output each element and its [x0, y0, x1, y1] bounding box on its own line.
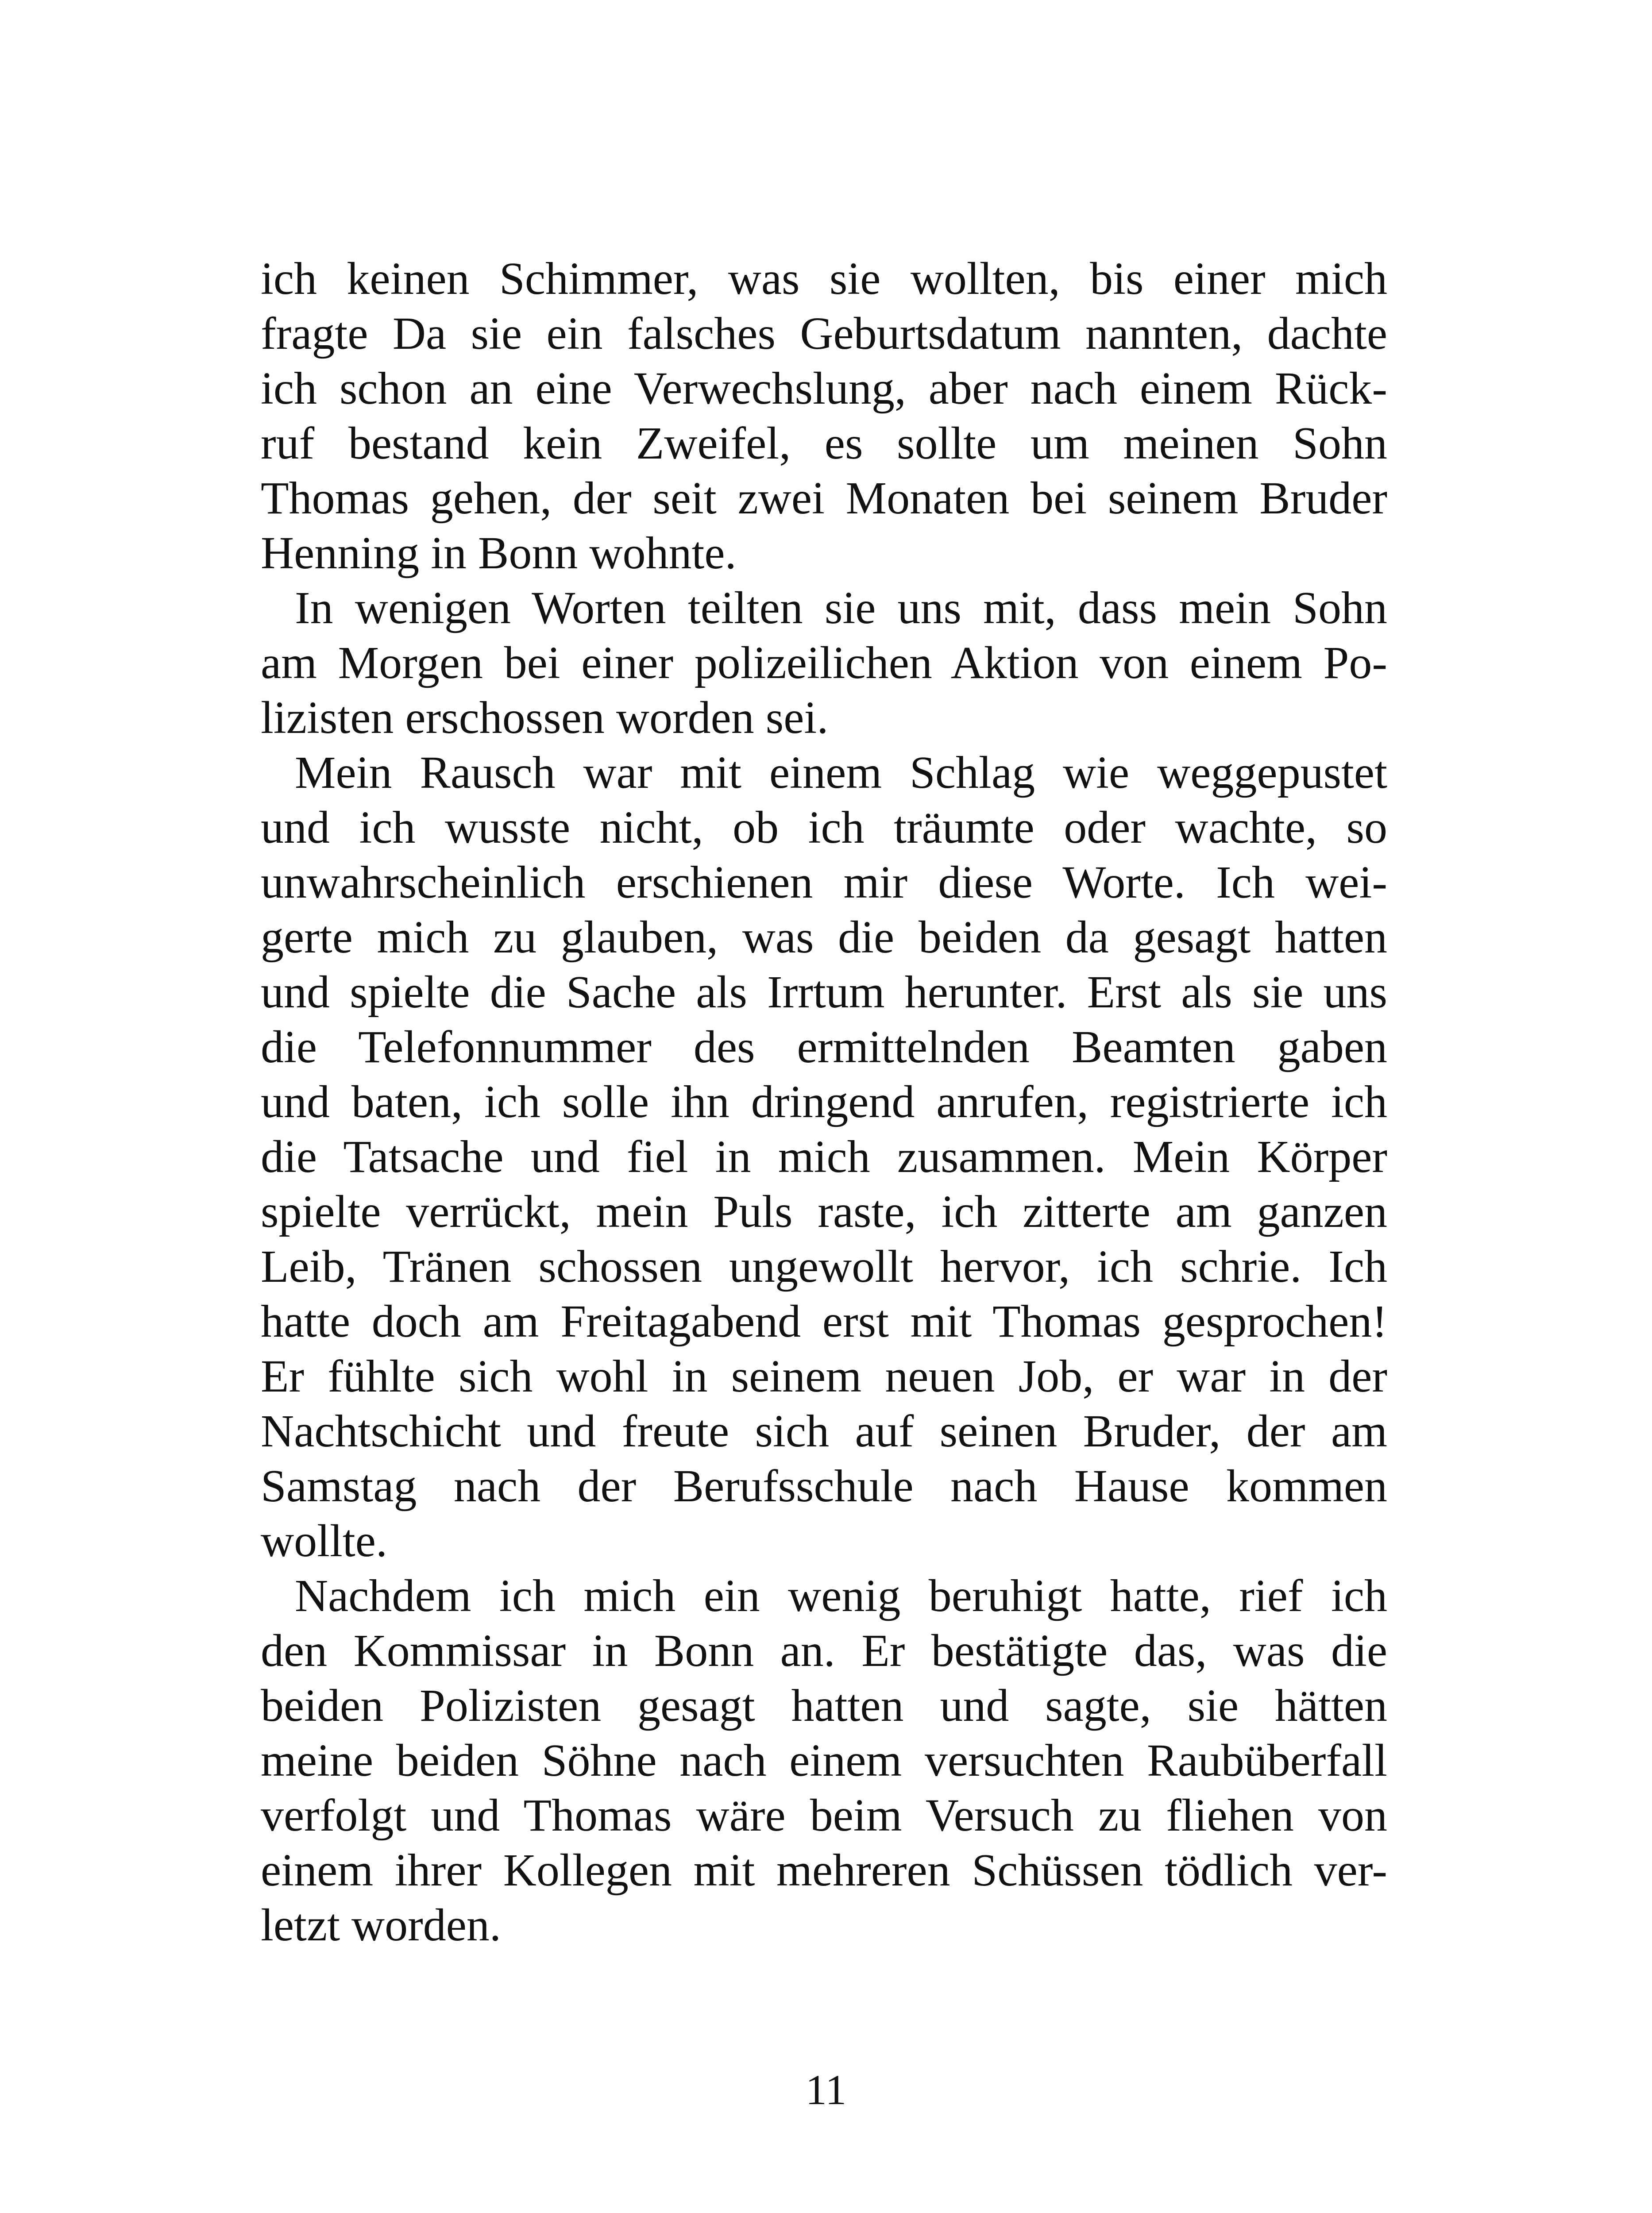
text-line: und ich wusste nicht, ob ich träumte oder wachte, so	[261, 802, 1387, 853]
text-line: wollte.	[261, 1515, 387, 1566]
text-line: ich schon an eine Verwechslung, aber nach einem Rück-	[261, 363, 1387, 414]
page-number: 11	[805, 2066, 847, 2113]
text-line: letzt worden.	[261, 1900, 501, 1951]
text-line: verfolgt und Thomas wäre beim Versuch zu fliehen von	[261, 1790, 1387, 1841]
paragraph-4	[261, 1569, 1387, 1953]
text-line: und spielte die Sache als Irrtum herunter. Erst als sie uns	[261, 967, 1387, 1018]
text-line: und baten, ich solle ihn dringend anrufen, registrierte ich	[261, 1076, 1387, 1127]
text-line: die Telefonnummer des ermittelnden Beamten gaben	[261, 1022, 1387, 1072]
text-line: Nachdem ich mich ein wenig beruhigt hatte, rief ich	[295, 1570, 1387, 1621]
text-line: einem ihrer Kollegen mit mehreren Schüssen tödlich ver-	[261, 1845, 1387, 1896]
paragraph-2	[261, 581, 1387, 745]
text-line: fragte Da sie ein falsches Geburtsdatum nannten, dachte	[261, 308, 1387, 359]
text-line: beiden Polizisten gesagt hatten und sagte, sie hätten	[261, 1680, 1387, 1731]
text-line: Henning in Bonn wohnte.	[261, 528, 737, 578]
text-line: Thomas gehen, der seit zwei Monaten bei seinem Bruder	[261, 473, 1387, 524]
text-line: lizisten erschossen worden sei.	[261, 692, 829, 743]
text-line: unwahrscheinlich erschienen mir diese Worte. Ich wei-	[261, 857, 1387, 908]
paragraph-3	[261, 745, 1387, 1569]
body-text	[261, 251, 1387, 1953]
text-line: In wenigen Worten teilten sie uns mit, dass mein Sohn	[295, 582, 1387, 633]
text-line: Nachtschicht und freute sich auf seinen Bruder, der am	[261, 1406, 1387, 1457]
text-line: hatte doch am Freitagabend erst mit Thomas gesprochen!	[261, 1296, 1387, 1347]
text-line: Mein Rausch war mit einem Schlag wie weggepustet	[295, 747, 1387, 798]
text-line: spielte verrückt, mein Puls raste, ich zitterte am ganzen	[261, 1186, 1387, 1237]
text-line: am Morgen bei einer polizeilichen Aktion von einem Po-	[261, 637, 1387, 688]
text-line: meine beiden Söhne nach einem versuchten Raubüberfall	[261, 1735, 1387, 1786]
text-line: gerte mich zu glauben, was die beiden da gesagt hatten	[261, 912, 1387, 963]
text-line: Er fühlte sich wohl in seinem neuen Job, er war in der	[261, 1351, 1387, 1402]
text-line: ruf bestand kein Zweifel, es sollte um meinen Sohn	[261, 418, 1387, 469]
text-line: die Tatsache und fiel in mich zusammen. Mein Körper	[261, 1131, 1387, 1182]
text-line: Leib, Tränen schossen ungewollt hervor, ich schrie. Ich	[261, 1241, 1387, 1292]
text-line: ich keinen Schimmer, was sie wollten, bis einer mich	[261, 253, 1387, 304]
text-line: Samstag nach der Berufsschule nach Hause kommen	[261, 1461, 1387, 1511]
paragraph-1	[261, 251, 1387, 581]
text-line: den Kommissar in Bonn an. Er bestätigte das, was die	[261, 1625, 1387, 1676]
